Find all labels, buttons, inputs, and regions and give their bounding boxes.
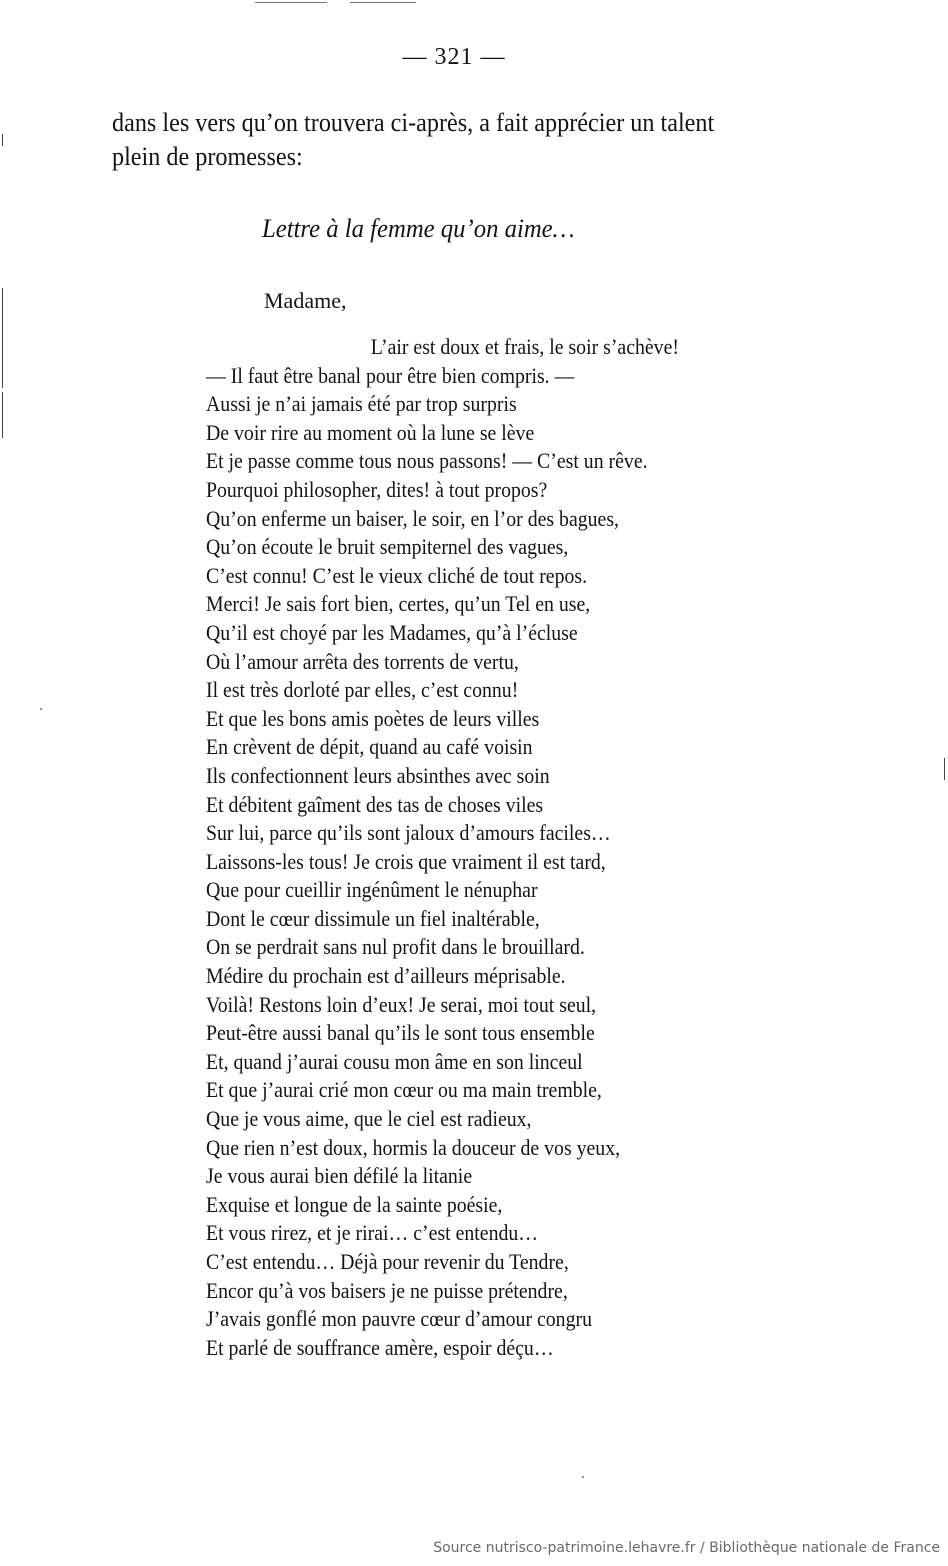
verse-line: Voilà! Restons loin d’eux! Je serai, moi tout seul, — [206, 991, 597, 1017]
verse-line: J’avais gonflé mon pauvre cœur d’amour congru — [206, 1306, 592, 1332]
verse-line: Et débitent gaîment des tas de choses viles — [206, 791, 544, 817]
verse-line: Et vous rirez, et je rirai… c’est entendu… — [206, 1220, 539, 1246]
source-attribution: Source nutrisco-patrimoine.lehavre.fr / Bibliothèque nationale de France — [433, 1540, 940, 1556]
top-scan-rule — [350, 2, 416, 3]
verse-line: Pourquoi philosopher, dites! à tout propos? — [206, 476, 548, 502]
verse-line: Et que j’aurai crié mon cœur ou ma main tremble, — [206, 1077, 602, 1103]
verse-line: Sur lui, parce qu’ils sont jaloux d’amours faciles… — [206, 820, 611, 846]
intro-line: dans les vers qu’on trouvera ci-après, a fait apprécier un talent — [112, 108, 715, 137]
poem-title: Lettre à la femme qu’on aime… — [262, 214, 575, 243]
left-edge-mark — [2, 392, 3, 438]
verse-line: Et, quand j’aurai cousu mon âme en son linceul — [206, 1048, 583, 1074]
verse-line: Où l’amour arrêta des torrents de vertu, — [206, 648, 519, 674]
verse-line: Qu’on écoute le bruit sempiternel des vagues, — [206, 534, 569, 560]
scan-speck — [582, 1476, 584, 1478]
verse-line: Aussi je n’ai jamais été par trop surpris — [206, 391, 517, 417]
top-scan-rule — [255, 2, 327, 3]
verse-line: L’air est doux et frais, le soir s’achève! — [370, 334, 679, 359]
verse-line: Peut-être aussi banal qu’ils le sont tous ensemble — [206, 1020, 595, 1046]
verse-line: Il est très dorloté par elles, c’est connu! — [206, 677, 519, 703]
verse-line: Je vous aurai bien défilé la litanie — [206, 1163, 473, 1189]
poem-verses — [206, 333, 786, 1362]
page-number: — 321 — — [402, 44, 506, 70]
verse-line: Que pour cueillir ingénûment le nénuphar — [206, 877, 538, 903]
verse-line: De voir rire au moment où la lune se lève — [206, 419, 535, 445]
verse-line: Et parlé de souffrance amère, espoir déçu… — [206, 1334, 554, 1360]
verse-line: Encor qu’à vos baisers je ne puisse prétendre, — [206, 1277, 568, 1303]
intro-line: plein de promesses: — [112, 142, 303, 171]
verse-line: C’est entendu… Déjà pour revenir du Tendre, — [206, 1249, 569, 1274]
verse-line: Exquise et longue de la sainte poésie, — [206, 1191, 503, 1217]
verse-line: En crèvent de dépit, quand au café voisin — [206, 734, 533, 760]
verse-line: Médire du prochain est d’ailleurs méprisable. — [206, 963, 566, 989]
verse-line: Que rien n’est doux, hormis la douceur de vos yeux, — [206, 1134, 621, 1160]
poem-salutation: Madame, — [264, 288, 347, 313]
verse-line: Qu’on enferme un baiser, le soir, en l’or des bagues, — [206, 505, 619, 531]
verse-line: Dont le cœur dissimule un fiel inaltérable, — [206, 905, 540, 931]
verse-line: Merci! Je sais fort bien, certes, qu’un Tel en use, — [206, 591, 591, 617]
verse-line: Et que les bons amis poètes de leurs villes — [206, 705, 540, 731]
scan-speck — [40, 708, 42, 710]
right-edge-mark — [944, 758, 945, 780]
verse-line: Laissons-les tous! Je crois que vraiment il est tard, — [206, 848, 606, 874]
verse-line: Qu’il est choyé par les Madames, qu’à l’écluse — [206, 619, 578, 645]
verse-line: Ils confectionnent leurs absinthes avec soin — [206, 762, 550, 788]
verse-line: Et je passe comme tous nous passons! — C’est un rêve. — [206, 448, 648, 474]
verse-line: Que je vous aime, que le ciel est radieux, — [206, 1106, 532, 1132]
intro-paragraph — [112, 106, 782, 174]
left-edge-mark — [2, 288, 3, 388]
verse-line: On se perdrait sans nul profit dans le brouillard. — [206, 934, 585, 960]
verse-line: — Il faut être banal pour être bien compris. — — [206, 362, 575, 388]
left-edge-mark — [2, 134, 3, 146]
verse-line: C’est connu! C’est le vieux cliché de tout repos. — [206, 562, 588, 588]
